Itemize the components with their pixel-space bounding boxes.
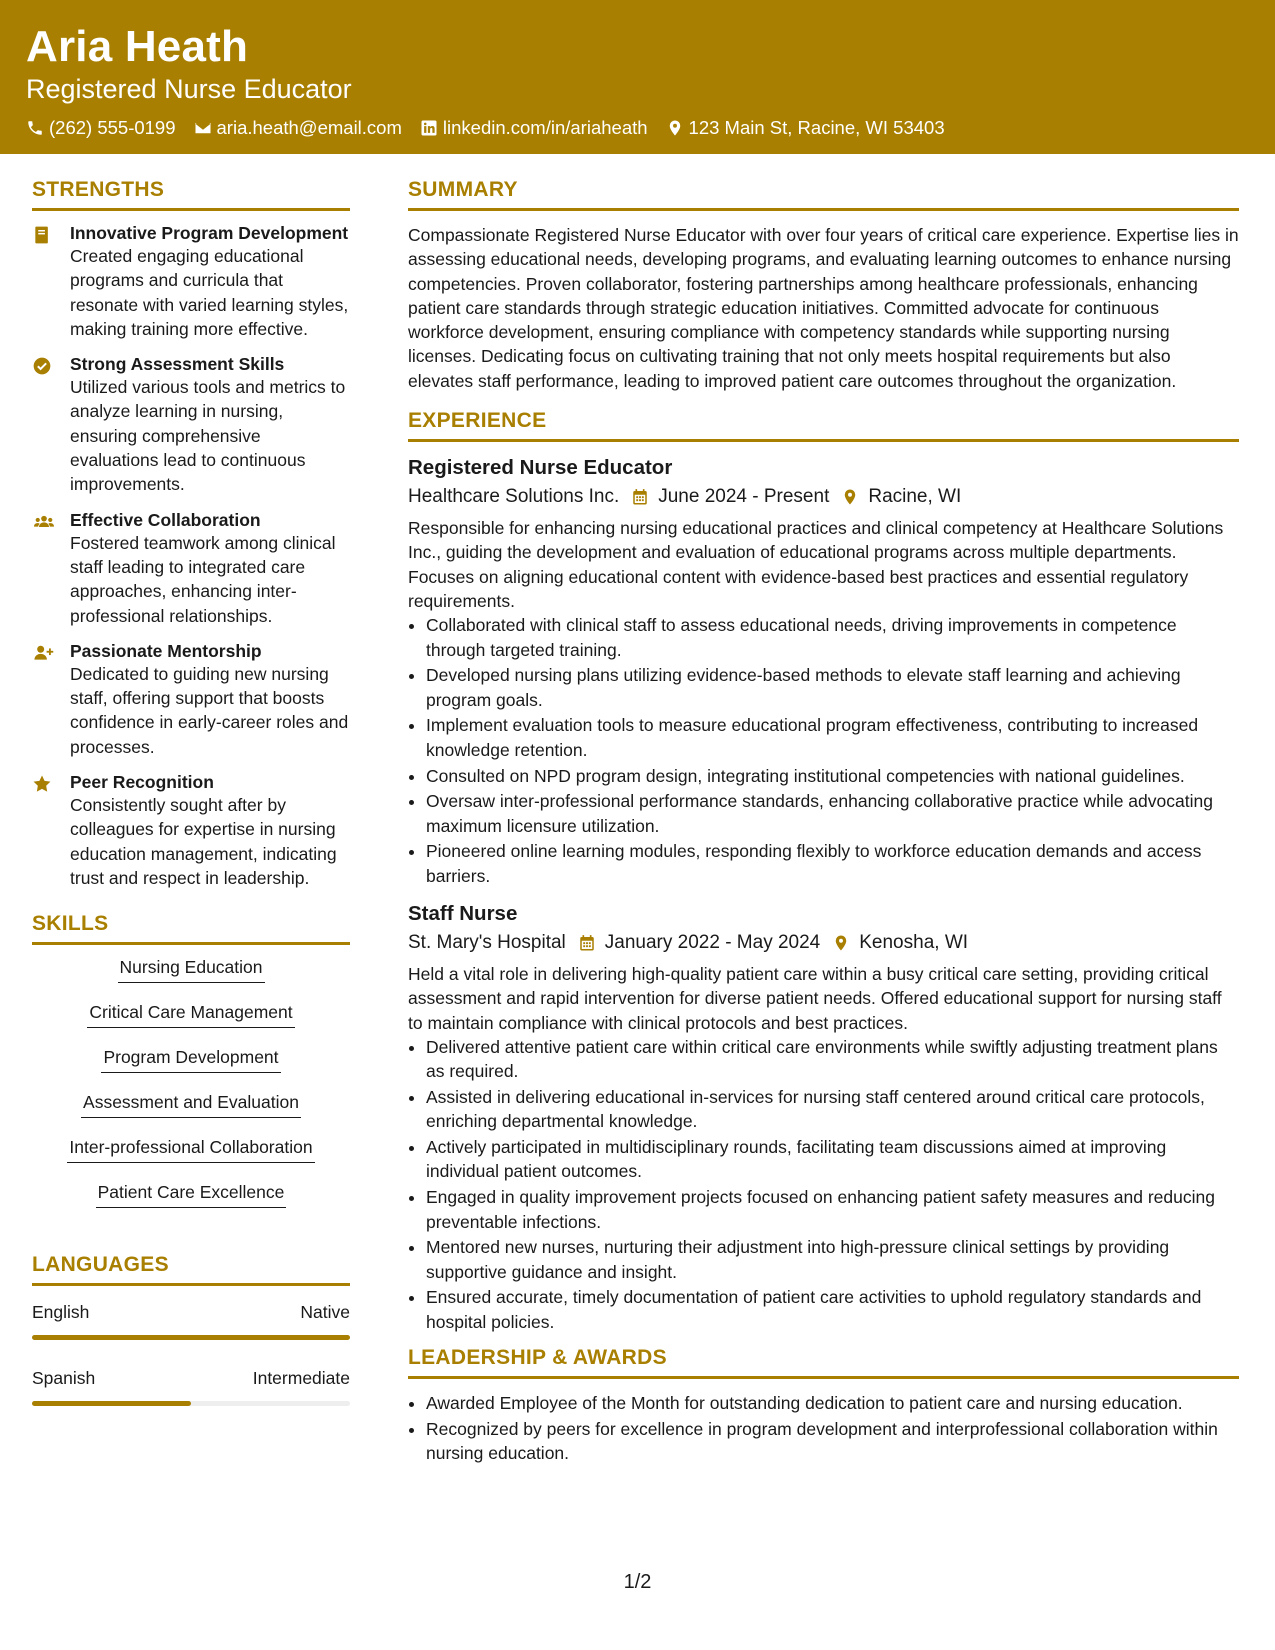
left-column [32, 178, 350, 1434]
strength-item [32, 354, 350, 496]
candidate-title: Registered Nurse Educator [26, 74, 352, 104]
languages-heading: LANGUAGES [32, 1253, 350, 1286]
star-icon [32, 774, 52, 794]
language-proficiency-fill [32, 1401, 191, 1406]
skill-tag: Assessment and Evaluation [81, 1092, 301, 1118]
strengths-heading: STRENGTHS [32, 178, 350, 211]
page-number: 1/2 [623, 1571, 652, 1593]
map-pin-icon [832, 934, 850, 952]
skill-tag: Critical Care Management [87, 1002, 294, 1028]
map-pin-icon [666, 119, 684, 137]
strength-title: Effective Collaboration [70, 509, 261, 530]
job-company: St. Mary's Hospital [408, 932, 566, 954]
contact-phone-text: (262) 555-0199 [49, 117, 176, 138]
language-name: English [32, 1302, 90, 1323]
contact-phone[interactable] [26, 117, 176, 139]
job-title: Registered Nurse Educator [408, 456, 673, 480]
list-item: • Awarded Employee of the Month for outstanding dedication to patient care and nursing education. [426, 1391, 1239, 1415]
strength-item [32, 223, 350, 341]
strength-title: Passionate Mentorship [70, 640, 262, 661]
list-item: • Delivered attentive patient care within critical care environments while swiftly adjusting treatment plans as required. [426, 1035, 1239, 1084]
check-circle-icon [32, 356, 52, 376]
list-item: • Engaged in quality improvement projects focused on enhancing patient safety measures and reducing preventable infections. [426, 1185, 1239, 1234]
list-item: • Actively participated in multidisciplinary rounds, facilitating team discussions aimed at improving individual patient outcomes. [426, 1135, 1239, 1184]
skill-tag: Nursing Education [118, 957, 265, 983]
candidate-name: Aria Heath [26, 22, 249, 71]
calendar-icon [578, 934, 596, 952]
leadership-heading: LEADERSHIP & AWARDS [408, 1346, 1239, 1379]
job-company: Healthcare Solutions Inc. [408, 486, 620, 508]
map-pin-icon [841, 488, 859, 506]
job-description: Held a vital role in delivering high-quality patient care within a busy critical care setting, providing critical assessment and rapid intervention for diverse patient needs. Offered educational support for nursing staff to maintain compliance with clinical protocols and best practices. [408, 964, 1222, 1033]
contact-bar [26, 117, 963, 139]
job-dates: June 2024 - Present [658, 486, 830, 508]
job-bullets [408, 1035, 1239, 1334]
skills-list [32, 957, 350, 1227]
strength-item [32, 772, 350, 890]
strength-desc: Dedicated to guiding new nursing staff, offering support that boosts confidence in early-career roles and processes. [70, 663, 349, 757]
language-level: Native [300, 1302, 350, 1323]
experience-heading: EXPERIENCE [408, 409, 1239, 442]
job-description: Responsible for enhancing nursing educational practices and clinical competency at Healthcare Solutions Inc., guiding the development and evaluation of educational programs across multiple departments. Focuses on aligning educational content with evidence-based best practices and essential regulatory requirements. [408, 518, 1224, 611]
job-location: Kenosha, WI [859, 932, 969, 954]
linkedin-icon [420, 119, 438, 137]
job-meta [408, 486, 1239, 508]
users-icon [32, 512, 56, 532]
strength-title: Strong Assessment Skills [70, 354, 285, 375]
list-item: • Collaborated with clinical staff to assess educational needs, driving improvements in competence through targeted training. [426, 613, 1239, 662]
language-proficiency-bar [32, 1401, 350, 1406]
list-item: • Assisted in delivering educational in-services for nursing staff centered around critical care protocols, enriching departmental knowledge. [426, 1085, 1239, 1134]
strength-desc: Created engaging educational programs and curricula that resonate with varied learning styles, making training more effective. [70, 246, 349, 339]
contact-email-text: aria.heath@email.com [216, 117, 402, 138]
summary-heading: SUMMARY [408, 178, 1239, 211]
job-title: Staff Nurse [408, 902, 518, 926]
skill-tag: Inter-professional Collaboration [67, 1137, 314, 1163]
language-name: Spanish [32, 1368, 96, 1389]
list-item: • Ensured accurate, timely documentation of patient care activities to uphold regulatory standards and hospital policies. [426, 1285, 1239, 1334]
contact-linkedin-text: linkedin.com/in/ariaheath [442, 117, 648, 138]
summary-text: Compassionate Registered Nurse Educator with over four years of critical care experience. Expertise lies in assessing educational needs, developing programs, and evaluating learning outcomes to enhance nursing competencies. Proven collaborator, fostering partnerships among healthcare professionals, enhancing patient care standards through strategic education initiatives. Committed advocate for continuous workforce development, ensuring compliance with competency standards while supporting nursing licenses. Dedicating focus on cultivating training that not only meets hospital requirements but also elevates staff performance, leading to improved patient care outcomes throughout the organization. [408, 225, 1239, 391]
job-entry [408, 900, 1239, 1334]
language-item [32, 1302, 350, 1340]
job-entry [408, 454, 1239, 888]
list-item: • Oversaw inter-professional performance standards, enhancing collaborative practice while advocating maximum licensure utilization. [426, 789, 1239, 838]
list-item: • Pioneered online learning modules, responding flexibly to workforce education demands and access barriers. [426, 839, 1239, 888]
job-bullets [408, 613, 1239, 888]
contact-address-text: 123 Main St, Racine, WI 53403 [688, 117, 945, 138]
job-location: Racine, WI [868, 486, 962, 508]
language-item [32, 1368, 350, 1406]
job-dates: January 2022 - May 2024 [604, 932, 821, 954]
language-proficiency-fill [32, 1335, 350, 1340]
calendar-icon [631, 488, 649, 506]
strength-desc: Utilized various tools and metrics to analyze learning in nursing, ensuring comprehensive evaluations lead to continuous improvements. [70, 377, 346, 495]
user-plus-icon [32, 643, 56, 663]
list-item: • Mentored new nurses, nurturing their adjustment into high-pressure clinical settings by providing supportive guidance and insight. [426, 1235, 1239, 1284]
strength-title: Peer Recognition [70, 772, 214, 793]
book-icon [32, 225, 52, 245]
strength-item [32, 510, 350, 628]
contact-email[interactable] [194, 117, 402, 139]
skill-tag: Program Development [101, 1047, 280, 1073]
strength-item [32, 641, 350, 759]
phone-icon [26, 119, 44, 137]
leadership-list [408, 1391, 1239, 1465]
skill-tag: Patient Care Excellence [96, 1182, 287, 1208]
resume-header [0, 0, 1275, 154]
list-item: • Recognized by peers for excellence in program development and interprofessional collaboration within nursing education. [426, 1417, 1239, 1466]
contact-address [666, 117, 945, 139]
list-item: • Developed nursing plans utilizing evidence-based methods to elevate staff learning and achieving program goals. [426, 663, 1239, 712]
language-proficiency-bar [32, 1335, 350, 1340]
right-column [408, 178, 1239, 1477]
strength-title: Innovative Program Development [70, 223, 349, 243]
envelope-icon [194, 119, 212, 137]
language-level: Intermediate [252, 1368, 350, 1389]
job-meta [408, 932, 1239, 954]
contact-linkedin[interactable] [420, 117, 648, 139]
strength-desc: Fostered teamwork among clinical staff leading to integrated care approaches, enhancing inter-professional relationships. [70, 532, 336, 626]
list-item: • Consulted on NPD program design, integrating institutional competencies with national guidelines. [426, 764, 1239, 788]
skills-heading: SKILLS [32, 912, 350, 945]
strength-desc: Consistently sought after by colleagues for expertise in nursing education management, indicating trust and respect in leadership. [70, 795, 337, 888]
list-item: • Implement evaluation tools to measure educational program effectiveness, contributing to increased knowledge retention. [426, 713, 1239, 762]
